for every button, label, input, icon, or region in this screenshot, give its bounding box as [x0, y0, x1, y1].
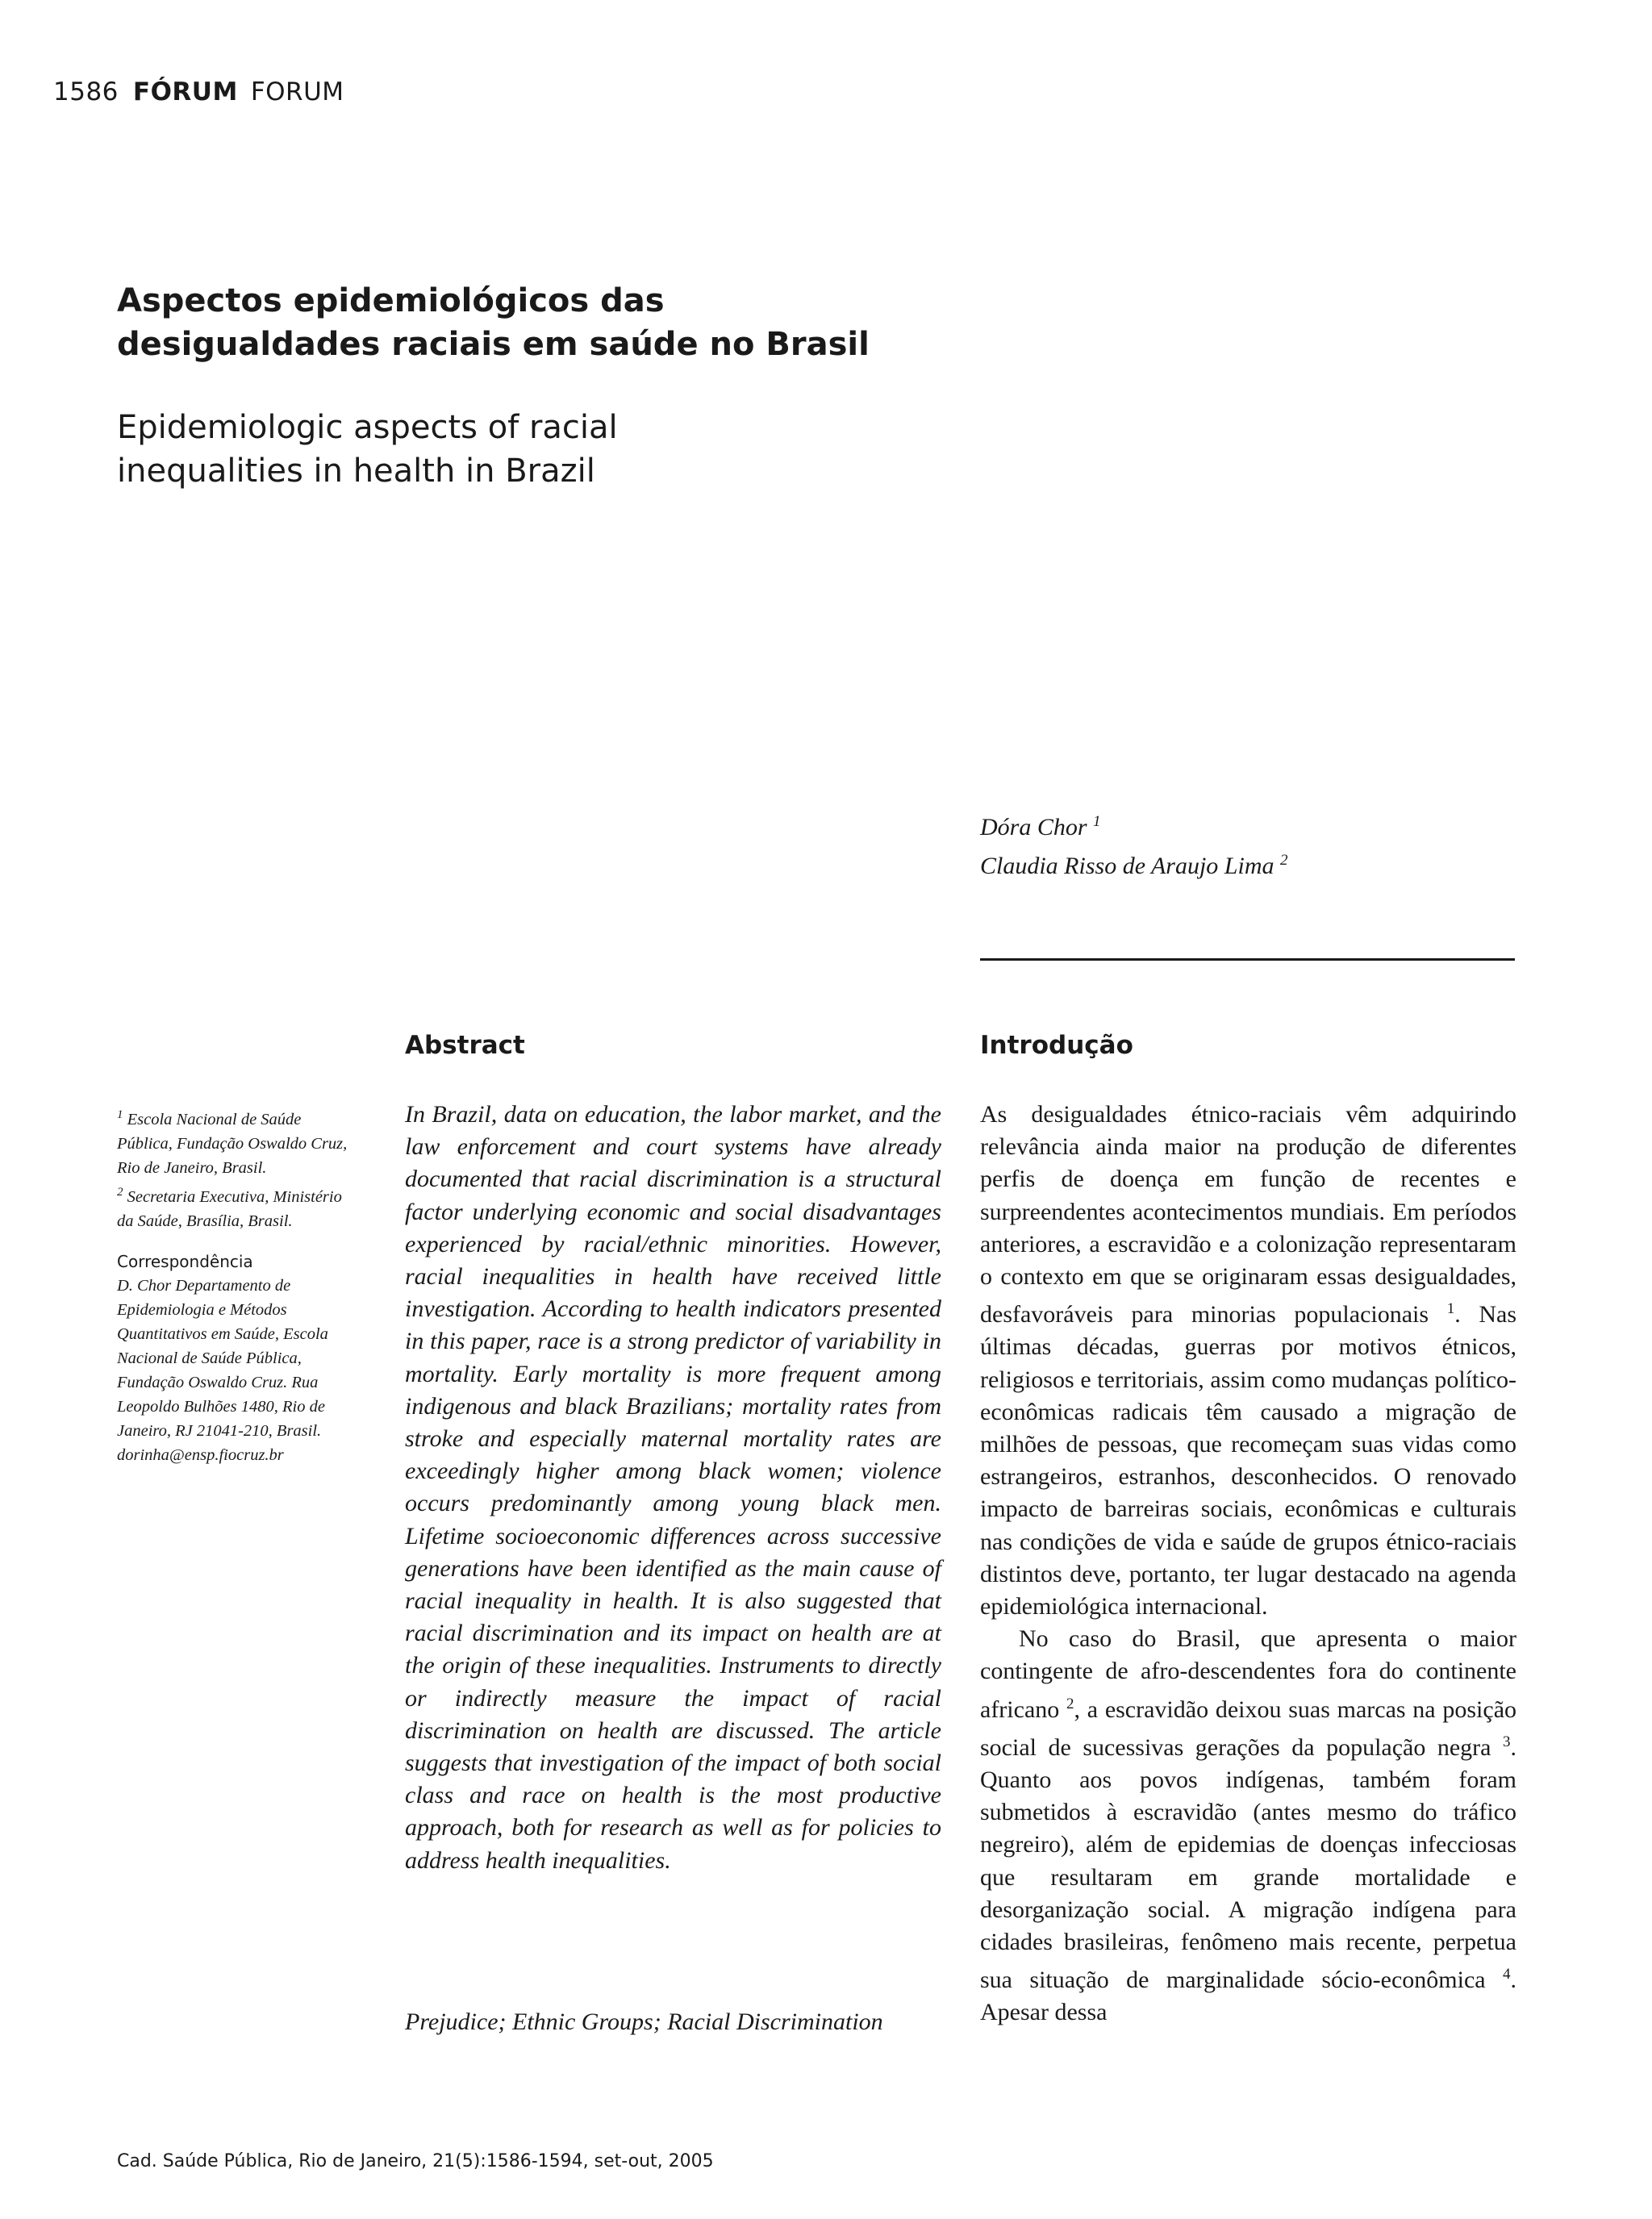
author-divider [980, 958, 1515, 961]
article-title-english [117, 406, 843, 493]
intro-p1-text-a: As desigualdades étnico-raciais vêm adquirindo relevância ainda maior na produção de diferentes perfis de doença em função de recentes e surpreendentes acontecimentos mundiais. Em períodos anteriores, a escravidão e a colonização representaram o contexto em que se originaram essas desigualdades, desfavoráveis para minorias populacionais [980, 1101, 1516, 1328]
intro-p2-text-c: . Quanto aos povos indígenas, também foram submetidos à escravidão (antes mesmo do tráfico negreiro), além de epidemias de doenças infecciosas que resultaram em grande mortalidade e desorganização social. A migração indígena para cidades brasileiras, fenômeno mais recente, perpetua sua situação de marginalidade sócio-econômica [980, 1733, 1516, 1994]
intro-p2-text-a: No caso do Brasil, que apresenta o maior contingente de afro-descendentes fora do continente africano [980, 1625, 1516, 1723]
running-head [53, 77, 344, 106]
introduction-heading: Introdução [980, 1031, 1133, 1060]
intro-p2-text-b: , a escravidão deixou suas marcas na posição social de sucessivas gerações da população negra [980, 1696, 1517, 1761]
title-en-line-1: Epidemiologic aspects of racial [117, 409, 618, 446]
intro-paragraph-1 [980, 1099, 1516, 1623]
intro-p1-text-b: . Nas últimas décadas, guerras por motivos étnicos, religiosos e territoriais, assim como mudanças político-econômicas radicais têm causado a migração de milhões de pessoas, que recomeçam suas vidas como estrangeiros, estranhos, desconhecidos. O renovado impacto de barreiras sociais, econômicas e culturais nas condições de vida e saúde de grupos étnico-raciais distintos deve, portanto, ter lugar destacado na agenda epidemiológica internacional. [980, 1301, 1516, 1620]
author-2-affiliation-mark: 2 [1279, 852, 1288, 869]
author-2 [980, 844, 1545, 882]
intro-paragraph-2 [980, 1623, 1516, 2029]
page-number: 1586 [53, 77, 119, 106]
author-list [980, 805, 1545, 882]
citation-4: 4 [1503, 1966, 1511, 1983]
section-label-pt: FÓRUM [132, 77, 238, 106]
article-title-portuguese [117, 279, 924, 366]
citation-2: 2 [1066, 1695, 1074, 1712]
author-1-name: Dóra Chor [980, 814, 1087, 840]
citation-1: 1 [1446, 1300, 1455, 1318]
title-en-line-2: inequalities in health in Brazil [117, 453, 595, 490]
affiliation-1-mark: 1 [117, 1108, 123, 1121]
abstract-body: In Brazil, data on education, the labor market, and the law enforcement and court systems have already documented that racial discrimination is a structural factor underlying economic and social disadvantages experienced by racial/ethnic minorities. However, racial inequalities in health have received little investigation. According to health indicators presented in this paper, race is a strong predictor of variability in mortality. Early mortality is more frequent among indigenous and black Brazilians; mortality rates from stroke and especially maternal mortality rates are exceedingly higher among black women; violence occurs predominantly among young black men. Lifetime socioeconomic differences across successive generations have been identified as the main cause of racial inequality in health. It is also suggested that racial discrimination and its impact on health are at the origin of these inequalities. Instruments to directly or indirectly measure the impact of racial discrimination on health are discussed. The article suggests that investigation of the impact of both social class and race on health is the most productive approach, both for research as well as for policies to address health inequalities. [405, 1101, 941, 1874]
introduction-body [980, 1099, 1516, 2029]
abstract-heading: Abstract [405, 1031, 525, 1060]
correspondence-heading: Correspondência [117, 1251, 253, 1271]
affiliation-2-text: Secretaria Executiva, Ministério da Saúde, Brasília, Brasil. [117, 1187, 342, 1230]
affiliations-sidebar [117, 1103, 359, 1467]
intro-p2-text-d: . Apesar dessa [980, 1967, 1516, 2026]
affiliation-1 [117, 1103, 359, 1180]
title-pt-line-1: Aspectos epidemiológicos das [117, 282, 665, 319]
author-1 [980, 805, 1545, 844]
affiliation-1-text: Escola Nacional de Saúde Pública, Fundação Oswaldo Cruz, Rio de Janeiro, Brasil. [117, 1110, 348, 1177]
author-2-name: Claudia Risso de Araujo Lima [980, 853, 1274, 879]
section-label-en: FORUM [250, 77, 344, 106]
keywords: Prejudice; Ethnic Groups; Racial Discrimination [405, 2008, 883, 2035]
journal-citation-footer: Cad. Saúde Pública, Rio de Janeiro, 21(5):1586-1594, set-out, 2005 [117, 2151, 714, 2171]
correspondence-address: D. Chor Departamento de Epidemiologia e Métodos Quantitativos em Saúde, Escola Nacional de Saúde Pública, Fundação Oswaldo Cruz. Rua Leopoldo Bulhões 1480, Rio de Janeiro, RJ 21041-210, Brasil. dorinha@ensp.fiocruz.br [117, 1276, 328, 1464]
author-1-affiliation-mark: 1 [1093, 813, 1101, 830]
affiliation-2 [117, 1180, 359, 1233]
affiliation-2-mark: 2 [117, 1185, 123, 1199]
title-pt-line-2: desigualdades raciais em saúde no Brasil [117, 326, 870, 363]
citation-3: 3 [1503, 1733, 1511, 1750]
